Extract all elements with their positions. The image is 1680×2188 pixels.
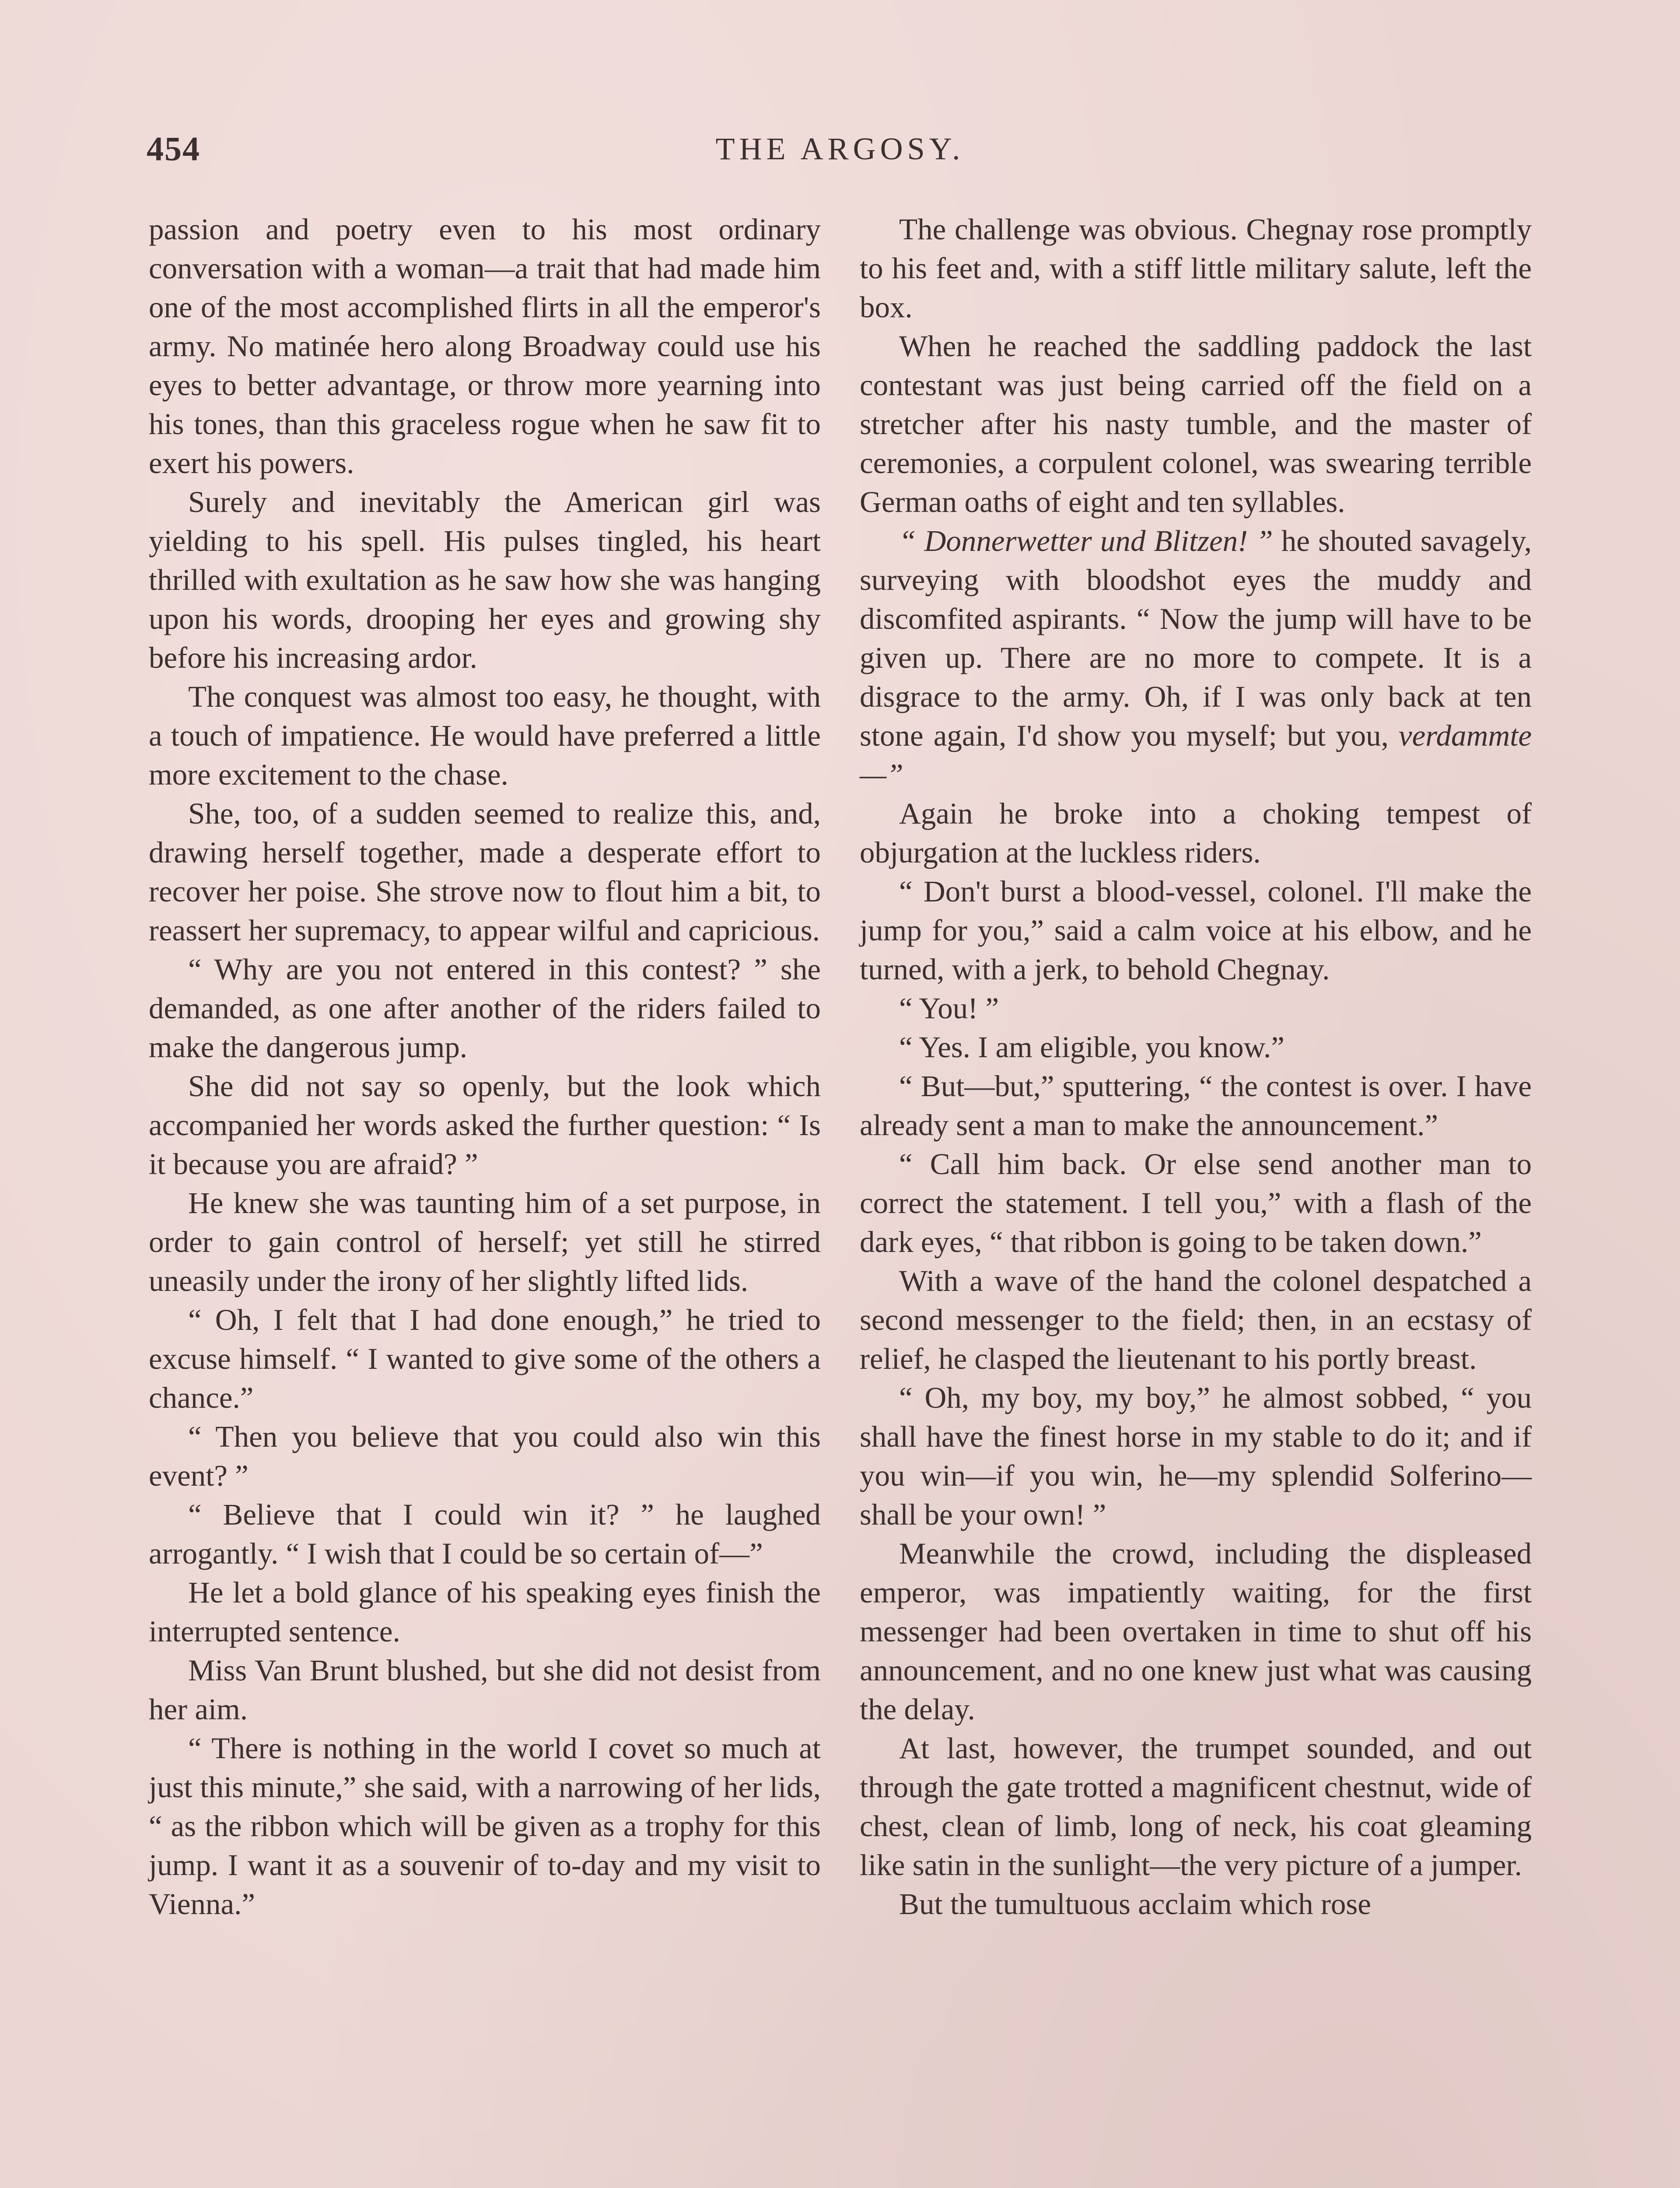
paragraph-text: “ Then you believe that you could also win this event? ”	[149, 1420, 821, 1492]
paragraph-text: Meanwhile the crowd, including the displeased emperor, was impatiently waiting, for the first messenger had been overtaken in time to shut off his announcement, and no one knew just what was causing the delay.	[860, 1537, 1532, 1726]
paragraph-text: “ Yes. I am eligible, you know.”	[899, 1031, 1284, 1064]
paragraph	[860, 1534, 1532, 1729]
paragraph	[149, 950, 821, 1067]
paragraph	[149, 1184, 821, 1301]
paragraph	[860, 1145, 1532, 1262]
page-number: 454	[147, 130, 200, 168]
paragraph-text: The conquest was almost too easy, he thought, with a touch of impatience. He would have preferred a little more excitement to the chase.	[149, 680, 821, 791]
paragraph-text: “ Oh, my boy, my boy,” he almost sobbed, “ you shall have the finest horse in my stable to do it; and if you win—if you win, he—my splendid Solferino—shall be your own! ”	[860, 1381, 1532, 1531]
paragraph-text: She did not say so openly, but the look which accompanied her words asked the further question: “ Is it because you are afraid? ”	[149, 1069, 821, 1181]
right-column	[860, 210, 1532, 1924]
paragraph	[860, 872, 1532, 989]
running-title: THE ARGOSY.	[715, 131, 965, 166]
paragraph-text: At last, however, the trumpet sounded, and out through the gate trotted a magnificent chestnut, wide of chest, clean of limb, long of neck, his coat gleaming like satin in the sunlight—the very picture of a jumper.	[860, 1732, 1532, 1882]
page-header	[147, 129, 1533, 177]
paragraph-text: “ But—but,” sputtering, “ the contest is over. I have already sent a man to make the announcement.”	[860, 1069, 1532, 1142]
paragraph-text: “ Don't burst a blood-vessel, colonel. I'll make the jump for you,” said a calm voice at his elbow, and he turned, with a jerk, to behold Chegnay.	[860, 875, 1532, 986]
paragraph	[149, 1495, 821, 1573]
left-column	[149, 210, 821, 1924]
paragraph	[149, 1417, 821, 1495]
paragraph-text: Miss Van Brunt blushed, but she did not desist from her aim.	[149, 1654, 821, 1726]
paragraph	[860, 794, 1532, 872]
paragraph-text: “ Believe that I could win it? ” he laughed arrogantly. “ I wish that I could be so certain of—”	[149, 1498, 821, 1570]
italic-phrase: verdammte—”	[860, 719, 1532, 791]
paragraph	[860, 210, 1532, 327]
paragraph-text: “ You! ”	[899, 992, 999, 1025]
paragraph	[149, 1301, 821, 1417]
paragraph-text: Again he broke into a choking tempest of objurgation at the luckless riders.	[860, 797, 1532, 869]
paragraph	[860, 1378, 1532, 1534]
paragraph	[860, 1028, 1532, 1067]
paragraph-text: “ There is nothing in the world I covet so much at just this minute,” she said, with a narrowing of her lids, “ as the ribbon which will be given as a trophy for this jump. I want it as a souvenir of to-day and my visit to Vienna.”	[149, 1732, 821, 1921]
paragraph	[860, 1262, 1532, 1378]
paragraph	[860, 1067, 1532, 1145]
paragraph	[860, 1729, 1532, 1885]
paragraph	[149, 1573, 821, 1651]
paragraph-text: With a wave of the hand the colonel despatched a second messenger to the field; then, in an ecstasy of relief, he clasped the lieutenant to his portly breast.	[860, 1264, 1532, 1375]
paragraph	[860, 522, 1532, 794]
paragraph-text: When he reached the saddling paddock the last contestant was just being carried off the field on a stretcher after his nasty tumble, and the master of ceremonies, a corpulent colonel, was swearing terrible German oaths of eight and ten syllables.	[860, 330, 1532, 519]
paragraph-text: She, too, of a sudden seemed to realize this, and, drawing herself together, made a desperate effort to recover her poise. She strove now to flout him a bit, to reassert her supremacy, to appear wilful and capricious.	[149, 797, 821, 947]
italic-phrase: “ Donnerwetter und Blitzen! ”	[899, 524, 1273, 558]
paragraph-text: He knew she was taunting him of a set purpose, in order to gain control of herself; yet still he stirred uneasily under the irony of her slightly lifted lids.	[149, 1186, 821, 1297]
paragraph	[149, 210, 821, 483]
paragraph	[149, 677, 821, 794]
paragraph-text: He let a bold glance of his speaking eyes finish the interrupted sentence.	[149, 1576, 821, 1648]
paragraph	[149, 1651, 821, 1729]
paragraph-text: “ Call him back. Or else send another man to correct the statement. I tell you,” with a flash of the dark eyes, “ that ribbon is going to be taken down.”	[860, 1147, 1532, 1259]
paragraph	[149, 1067, 821, 1184]
paragraph-text: “ Oh, I felt that I had done enough,” he tried to excuse himself. “ I wanted to give some of the others a chance.”	[149, 1303, 821, 1414]
paragraph	[860, 327, 1532, 522]
paragraph	[149, 794, 821, 950]
paragraph	[860, 1885, 1532, 1924]
paragraph	[149, 483, 821, 677]
paragraph-text: But the tumultuous acclaim which rose	[899, 1887, 1371, 1921]
paragraph-text: passion and poetry even to his most ordinary conversation with a woman—a trait that had made him one of the most accomplished flirts in all the emperor's army. No matinée hero along Broadway could use his eyes to better advantage, or throw more yearning into his tones, than this graceless rogue when he saw fit to exert his powers.	[149, 213, 821, 480]
paragraph-text: Surely and inevitably the American girl was yielding to his spell. His pulses tingled, his heart thrilled with exultation as he saw how she was hanging upon his words, drooping her eyes and growing shy before his increasing ardor.	[149, 485, 821, 674]
paragraph	[149, 1729, 821, 1924]
paragraph-text: “ Why are you not entered in this contest? ” she demanded, as one after another of the riders failed to make the dangerous jump.	[149, 953, 821, 1064]
paragraph	[860, 989, 1532, 1028]
paragraph-text: he shouted savagely, surveying with bloodshot eyes the muddy and discomfited aspirants. “ Now the jump will have to be given up. There are no more to compete. It is a disgrace to the army. Oh, if I was only back at ten stone again, I'd show you myself; but you,	[860, 524, 1532, 752]
paragraph-text: The challenge was obvious. Chegnay rose promptly to his feet and, with a stiff little military salute, left the box.	[860, 213, 1532, 324]
